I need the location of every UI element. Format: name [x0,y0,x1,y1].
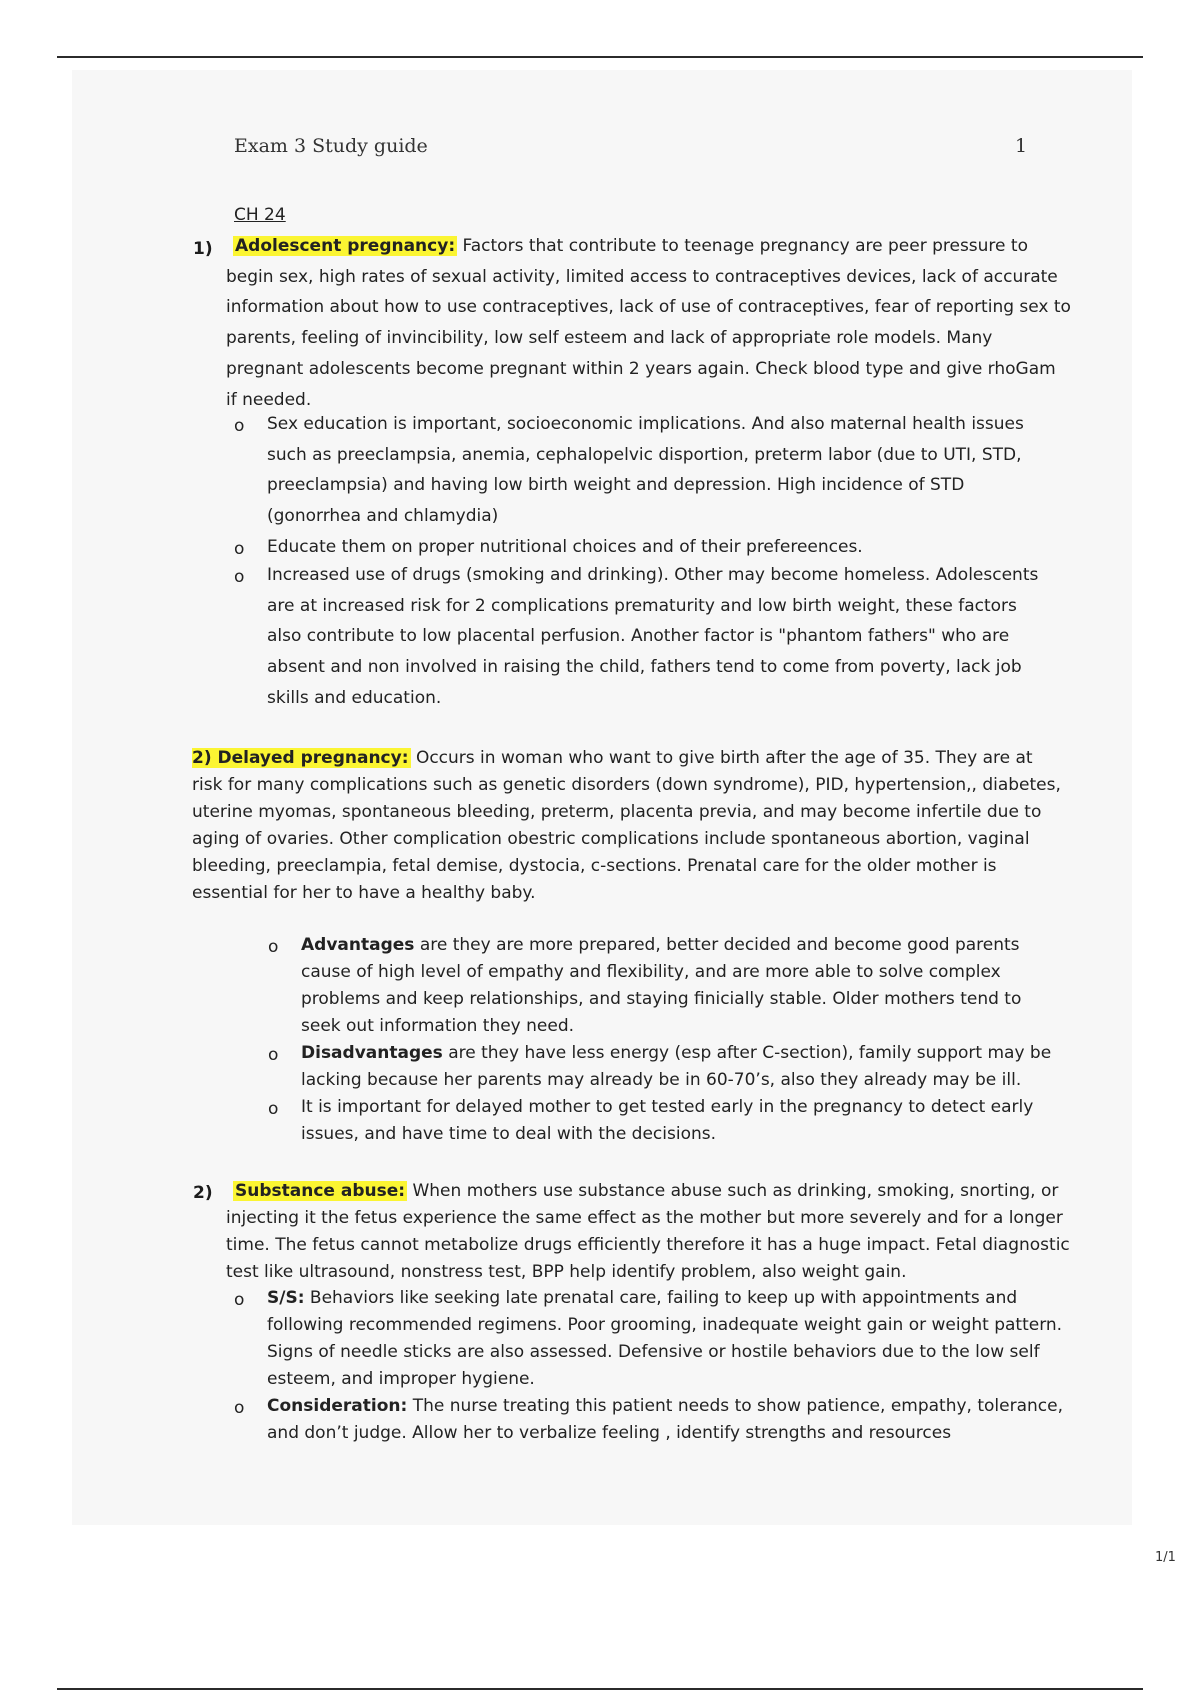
section-body: Occurs in woman who want to give birth after the age of 35. They are at risk for many complications such as genetic disorders (down syndrome), PID, hypertension,, diabetes, uterine myomas, spontaneous bleeding, preterm, placenta previa, and may become infertile due to aging of ovaries. Other complication obestric complications include spontaneous abortion, vaginal bleeding, preeclampia, fetal demise, dystocia, c-sections. Prenatal care for the older mother is essential for her to have a healthy baby. [192,748,1061,903]
list-item-body: Behaviors like seeking late prenatal care, failing to keep up with appointments and following recommended regimens. Poor grooming, inadequate weight gain or weight pattern. Signs of needle sticks are also assessed. Defensive or hostile behaviors due to the low self esteem, and improper hygiene. [267,1288,1063,1389]
header-page-number: 1 [1015,135,1028,157]
chapter-heading: CH 24 [234,205,286,225]
section-adolescent [226,231,1071,415]
section-heading-highlight: 2) Delayed pregnancy: [192,748,409,768]
list-item-text [301,1094,1061,1148]
bottom-rule [57,1688,1143,1690]
bullet-marker: o [268,1045,279,1065]
section-number: 2) [193,1183,213,1203]
list-item-lead: S/S: [267,1288,305,1308]
list-item-text [301,1040,1061,1094]
list-item-text [267,1285,1067,1393]
list-item-body: are they are more prepared, better decided and become good parents cause of high level of empathy and flexibility, and are more able to solve complex problems and keep relationships, and staying finicially stable. Older mothers tend to seek out information they need. [301,935,1022,1036]
header-title: Exam 3 Study guide [234,135,428,157]
section-body: Factors that contribute to teenage pregnancy are peer pressure to begin sex, high rates of sexual activity, limited access to contraceptives devices, lack of accurate information about how to use contraceptives, lack of use of contraceptives, fear of reporting sex to parents, feeling of invincibility, low self esteem and lack of appropriate role models. Many pregnant adolescents become pregnant within 2 years again. Check blood type and give rhoGam if needed. [226,236,1071,410]
list-item-text: Sex education is important, socioeconomic implications. And also maternal health issues such as preeclampsia, anemia, cephalopelvic disportion, preterm labor (due to UTI, STD, preeclampsia) and having low birth weight and depression. High incidence of STD (gonorrhea and chlamydia) [267,414,1024,527]
bullet-marker: o [234,1398,245,1418]
list-item-text: Increased use of drugs (smoking and drinking). Other may become homeless. Adolescents are at increased risk for 2 complications prematurity and low birth weight, these factors also contribute to low placental perfusion. Another factor is "phantom fathers" who are absent and non involved in raising the child, fathers tend to come from poverty, lack job skills and education. [267,565,1039,708]
bullet-marker: o [234,1290,245,1310]
section-number: 1) [193,239,213,259]
bullet-marker: o [234,567,245,587]
list-item-lead: Consideration: [267,1396,408,1416]
section-body: When mothers use substance abuse such as drinking, smoking, snorting, or injecting it the fetus experience the same effect as the mother but more severely and for a longer time. The fetus cannot metabolize drugs efficiently therefore it has a huge impact. Fetal diagnostic test like ultrasound, nonstress test, BPP help identify problem, also weight gain. [226,1181,1070,1282]
section-substance [226,1178,1071,1286]
section-heading-highlight: Adolescent pregnancy: [235,236,456,256]
list-item-text: Educate them on proper nutritional choices and of their prefereences. [267,537,863,557]
list-item-text [267,1393,1067,1447]
bullet-marker: o [234,416,245,436]
list-item-lead: Disadvantages [301,1043,443,1063]
list-item-text [301,932,1061,1040]
page-counter: 1/1 [1155,1550,1176,1565]
list-item-body: It is important for delayed mother to get tested early in the pregnancy to detect early issues, and have time to deal with the decisions. [301,1097,1034,1144]
bullet-marker: o [268,937,279,957]
list-item-lead: Advantages [301,935,415,955]
list-item-body: are they have less energy (esp after C-section), family support may be lacking because her parents may already be in 60-70’s, also they already may be ill. [301,1043,1052,1090]
bullet-marker: o [234,539,245,559]
top-rule [57,56,1143,58]
list-item-body: The nurse treating this patient needs to show patience, empathy, tolerance, and don’t judge. Allow her to verbalize feeling , identify strengths and resources [267,1396,1063,1443]
section-delayed [192,745,1062,907]
bullet-marker: o [268,1099,279,1119]
section-heading-highlight: Substance abuse: [235,1181,406,1201]
